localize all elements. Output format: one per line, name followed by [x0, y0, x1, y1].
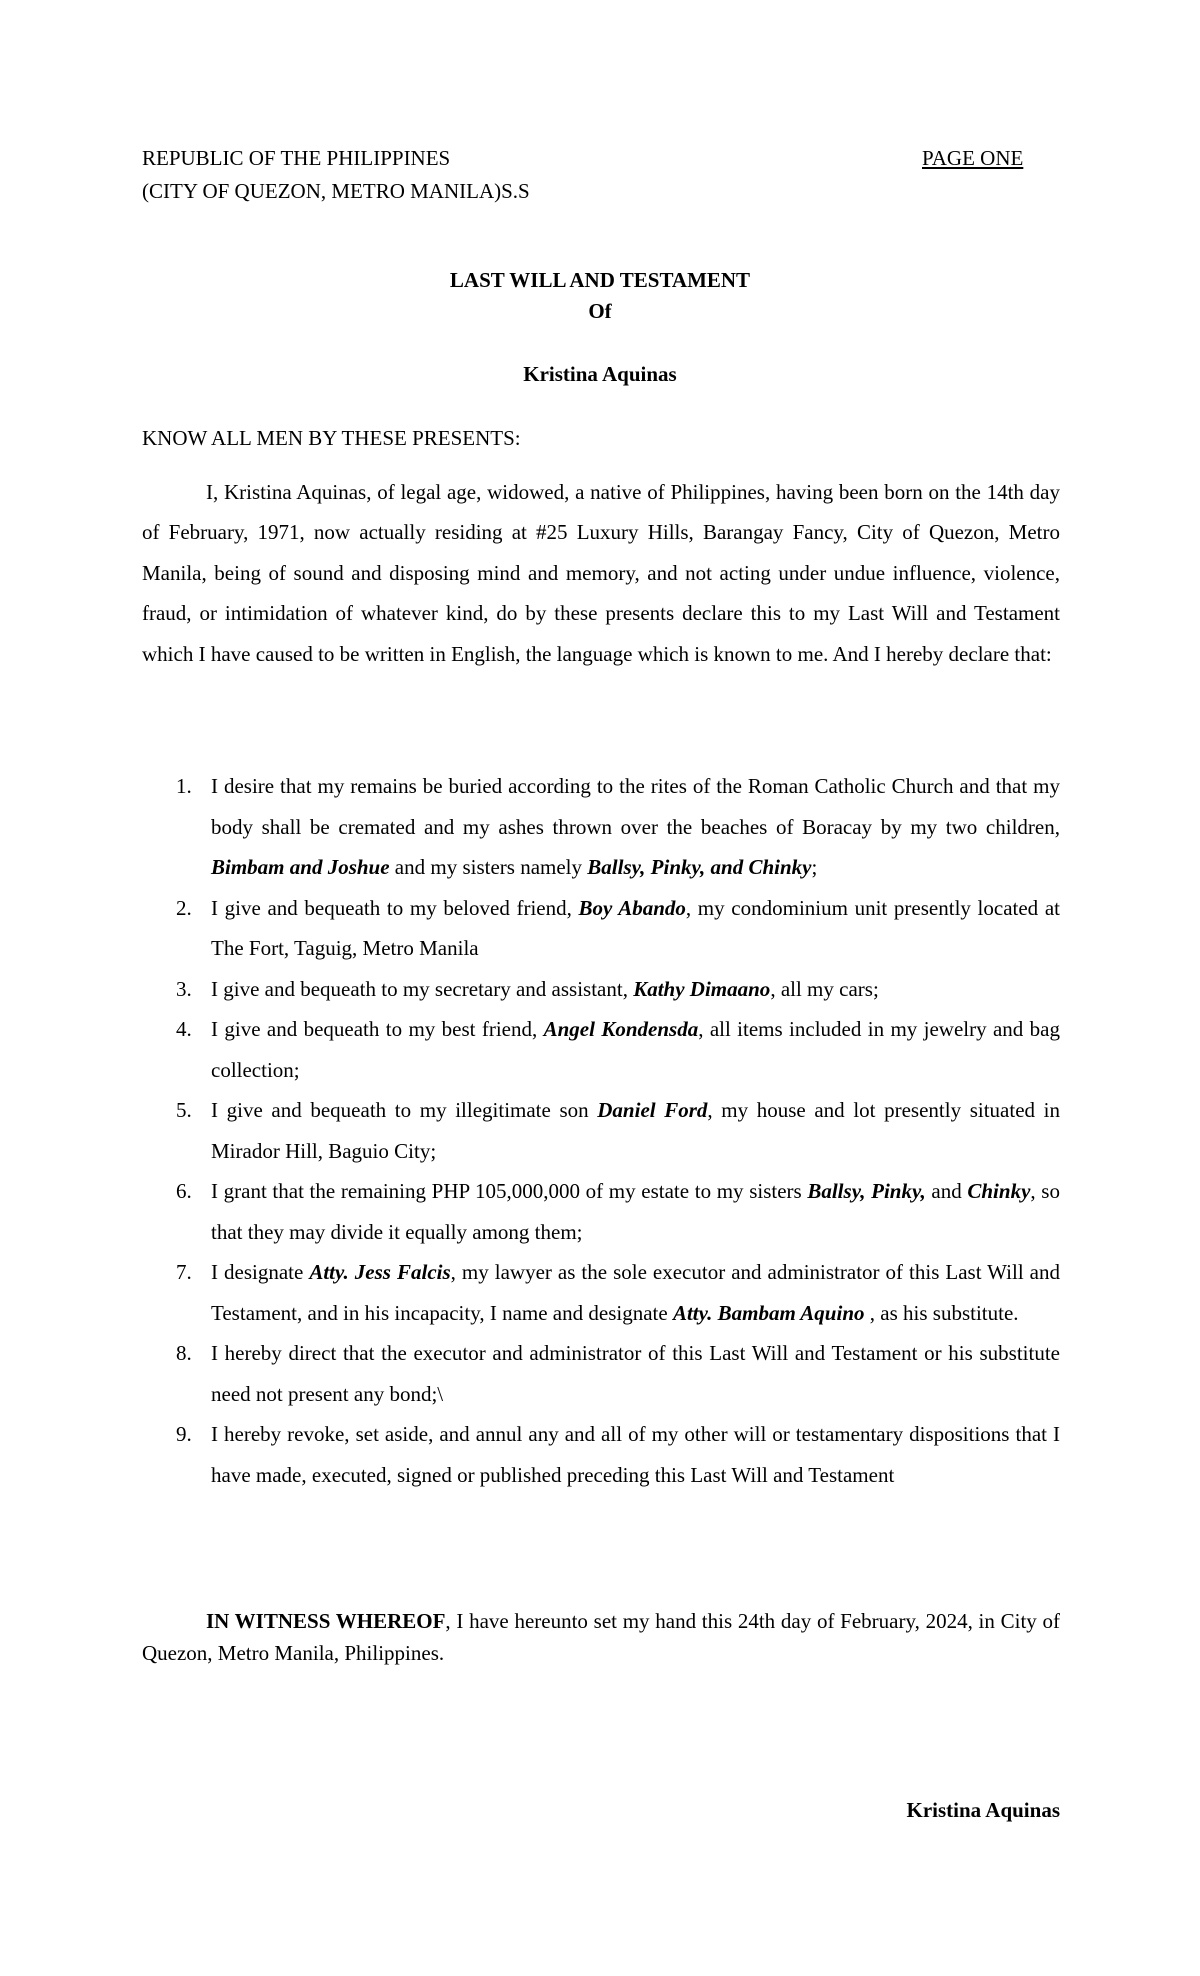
jurisdiction-header: [142, 142, 530, 208]
republic-line: REPUBLIC OF THE PHILIPPINES: [142, 146, 451, 170]
list-item-text: and: [925, 1179, 968, 1203]
list-item-text: I give and bequeath to my illegitimate son: [211, 1098, 598, 1122]
list-item-text: , my condominium unit presently located at The Fort, Taguig, Metro Manila: [211, 895, 1060, 960]
named-party: Bimbam and Joshue: [211, 855, 390, 879]
intro-paragraph: I, Kristina Aquinas, of legal age, widowed, a native of Philippines, having been born on the 14th day of February, 1971, now actually residing at #25 Luxury Hills, Barangay Fancy, City of Quezon, Metro Manila, being of sound and disposing mind and memory, and not acting under undue influence, violence, fraud, or intimidation of whatever kind, do by these presents declare this to my Last Will and Testament which I have caused to be written in English, the language which is known to me. And I hereby declare that:: [142, 480, 1060, 666]
list-item-text: I give and bequeath to my beloved friend,: [211, 895, 579, 920]
named-party: Daniel Ford: [597, 1098, 708, 1122]
city-line: (CITY OF QUEZON, METRO MANILA)S.S: [142, 179, 530, 203]
list-item-number: 8.: [176, 1341, 192, 1365]
list-item-number: 3.: [176, 976, 192, 1001]
document-title: LAST WILL AND TESTAMENT: [449, 268, 751, 292]
list-item-text: I hereby revoke, set aside, and annul any and all of my other will or testamentary dispositions that I have made, executed, signed or published preceding this Last Will and Testament: [211, 1422, 1060, 1487]
named-party: Boy Abando: [578, 895, 686, 920]
list-item-text: and my sisters namely: [389, 855, 588, 879]
list-item-text: , all my cars;: [770, 976, 879, 1001]
intro-heading: KNOW ALL MEN BY THESE PRESENTS:: [142, 426, 521, 450]
list-item-number: 6.: [176, 1179, 192, 1203]
title-of: Of: [588, 299, 612, 323]
witness-clause: [142, 1605, 1060, 1669]
list-item-number: 7.: [176, 1260, 192, 1284]
list-item: [142, 766, 1060, 888]
witness-text: , I have hereunto set my hand this 24th day of February, 2024, in City of Quezon, Metro Manila, Philippines.: [142, 1609, 1060, 1665]
list-item-text: ;: [811, 855, 818, 879]
named-party: Chinky: [967, 1179, 1031, 1203]
testator-name: Kristina Aquinas: [523, 362, 677, 386]
list-item-text: , so that they may divide it equally among them;: [211, 1179, 1060, 1244]
list-item-number: 5.: [176, 1098, 192, 1122]
list-item: [142, 1414, 1060, 1495]
list-item-number: 4.: [176, 1017, 192, 1041]
list-item: [142, 1009, 1060, 1090]
named-party: Atty. Bambam Aquino: [672, 1300, 865, 1325]
list-item-text: , my lawyer as the sole executor and administrator of this Last Will and Testament, and in his incapacity, I name and designate: [211, 1260, 1060, 1325]
list-item: [142, 1333, 1060, 1414]
list-item-text: I grant that the remaining PHP 105,000,000 of my estate to my sisters: [211, 1179, 808, 1203]
list-item-text: , my house and lot presently situated in Mirador Hill, Baguio City;: [211, 1098, 1060, 1163]
list-item-text: I give and bequeath to my best friend,: [211, 1017, 544, 1041]
named-party: Ballsy, Pinky,: [807, 1179, 926, 1203]
list-item: [142, 1252, 1060, 1333]
signature-name: Kristina Aquinas: [906, 1798, 1060, 1822]
list-item: [142, 969, 1060, 1010]
list-item-text: , all items included in my jewelry and bag collection;: [211, 1017, 1061, 1082]
list-item: [142, 888, 1060, 969]
list-item-text: , as his substitute.: [864, 1300, 1019, 1325]
list-item-text: I designate: [211, 1260, 310, 1284]
list-item-number: 9.: [176, 1422, 192, 1446]
named-party: Ballsy, Pinky, and Chinky: [587, 855, 812, 879]
list-item-number: 1.: [176, 774, 192, 798]
list-item-text: I give and bequeath to my secretary and assistant,: [211, 976, 634, 1001]
named-party: Angel Kondensda: [543, 1017, 699, 1041]
list-item: [142, 1090, 1060, 1171]
list-item-number: 2.: [176, 895, 192, 920]
named-party: Atty. Jess Falcis: [309, 1260, 451, 1284]
witness-lead: IN WITNESS WHEREOF: [206, 1609, 446, 1633]
page-label: PAGE ONE: [922, 146, 1024, 170]
list-item: [142, 1171, 1060, 1252]
bequest-list: [142, 766, 1060, 1495]
list-item-text: I desire that my remains be buried according to the rites of the Roman Catholic Church and that my body shall be cremated and my ashes thrown over the beaches of Boracay by my two children,: [211, 774, 1060, 839]
named-party: Kathy Dimaano: [633, 976, 771, 1001]
list-item-text: I hereby direct that the executor and administrator of this Last Will and Testament or his substitute need not present any bond;\: [211, 1341, 1060, 1406]
